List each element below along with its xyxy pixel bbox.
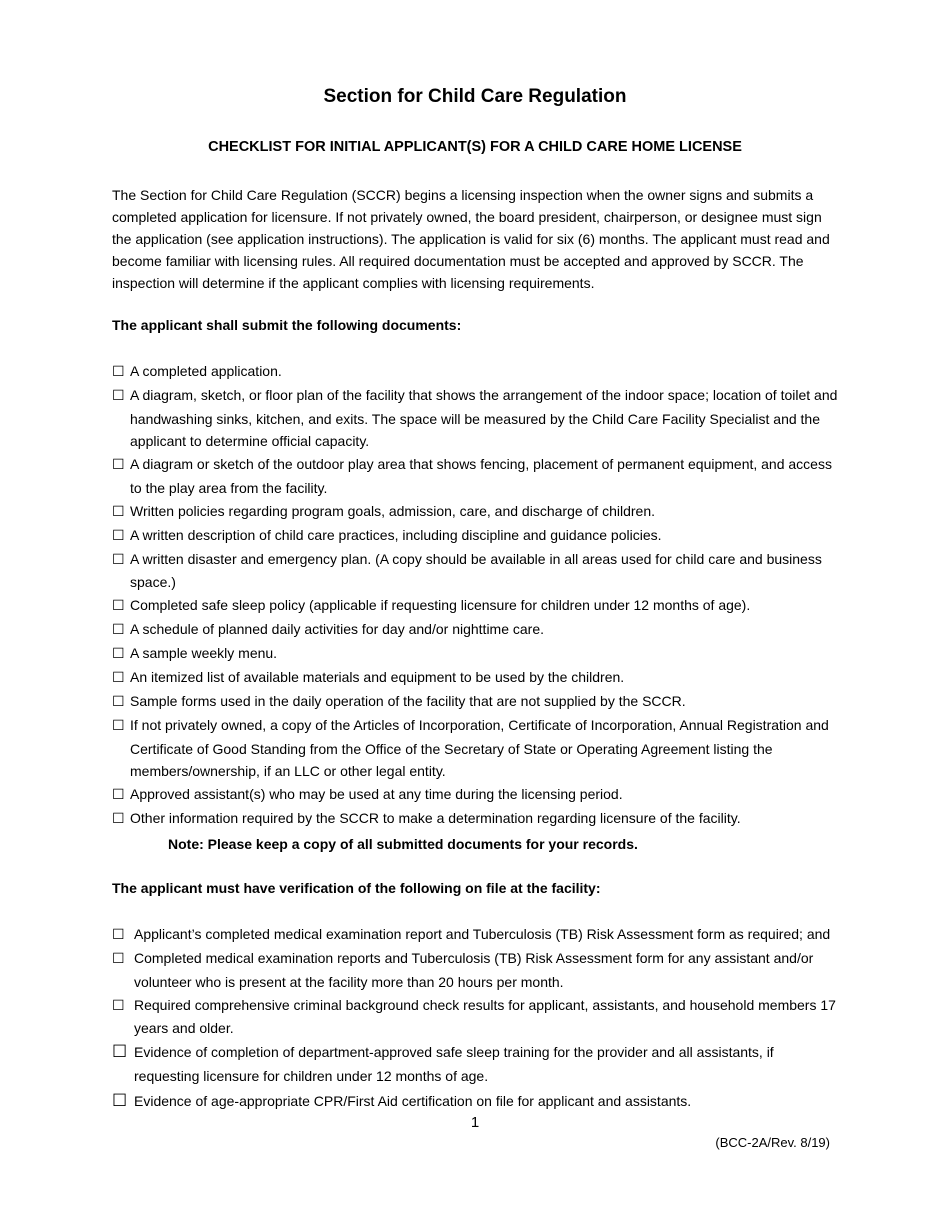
checklist-item: [112, 548, 842, 594]
checklist-item-text: An itemized list of available materials and equipment to be used by the children.: [130, 669, 625, 685]
checklist-item: [112, 994, 842, 1040]
checklist-item: [112, 783, 842, 807]
checklist-item-text: Approved assistant(s) who may be used at any time during the licensing period.: [130, 786, 623, 802]
checkbox-icon[interactable]: ☐: [112, 503, 125, 520]
checklist-item-text: If not privately owned, a copy of the Articles of Incorporation, Certificate of Incorporation, Annual Registration and Certificate of Good Standing from the Office of the Secretary of State or Operating Agreement listing the members/ownership, if an LLC or other legal entity.: [130, 717, 829, 779]
checkbox-icon[interactable]: ☐: [112, 718, 125, 734]
checkbox-icon[interactable]: ☐: [112, 694, 125, 710]
checklist-item-text: A written description of child care practices, including discipline and guidance policies.: [130, 526, 662, 543]
checklist-item: [112, 923, 842, 947]
checklist-item-text: Other information required by the SCCR to make a determination regarding licensure of the facility.: [130, 810, 741, 826]
checklist-item-text: A sample weekly menu.: [130, 645, 278, 661]
checklist-item-text: A diagram or sketch of the outdoor play area that shows fencing, placement of permanent equipment, and access to the play area from the facility.: [130, 456, 832, 496]
checkbox-icon[interactable]: ☐: [112, 787, 125, 803]
checklist-item-text: A schedule of planned daily activities for day and/or nighttime care.: [130, 621, 545, 637]
checkbox-icon[interactable]: ☐: [112, 388, 125, 404]
checkbox-icon[interactable]: ☐: [112, 598, 125, 614]
checkbox-icon[interactable]: ☐: [112, 622, 125, 638]
checkbox-icon[interactable]: ☐: [112, 457, 125, 473]
checklist-item: [112, 690, 842, 714]
checklist-item: [112, 618, 842, 642]
submit-documents-checklist: [112, 360, 842, 831]
checklist-subtitle: CHECKLIST FOR INITIAL APPLICANT(S) FOR A CHILD CARE HOME LICENSE: [208, 139, 742, 155]
records-note: Note: Please keep a copy of all submitted documents for your records.: [168, 836, 638, 852]
checklist-item-text: A diagram, sketch, or floor plan of the facility that shows the arrangement of the indoor space; location of toilet and handwashing sinks, kitchen, and exits. The space will be measured by the Child Care Facility Specialist and the applicant to determine official capacity.: [130, 387, 838, 449]
checkbox-icon[interactable]: ☐: [112, 811, 125, 827]
checklist-item: [112, 500, 842, 524]
checkbox-icon[interactable]: ☐: [112, 551, 125, 568]
checklist-item-text: Evidence of completion of department-approved safe sleep training for the provider and all assistants, if requesting licensure for children under 12 months of age.: [134, 1044, 774, 1084]
checklist-item-text: Applicant’s completed medical examination report and Tuberculosis (TB) Risk Assessment form as required; and: [134, 926, 831, 942]
checklist-item-text: Completed safe sleep policy (applicable if requesting licensure for children under 12 months of age).: [130, 597, 751, 613]
checklist-item: [112, 1040, 842, 1088]
checklist-item-text: Required comprehensive criminal background check results for applicant, assistants, and household members 17 years and older.: [134, 996, 836, 1036]
checklist-item: [112, 524, 842, 548]
checklist-item-text: A written disaster and emergency plan. (A copy should be available in all areas used for child care and business space.): [130, 550, 822, 590]
checkbox-icon[interactable]: ☐: [112, 364, 125, 380]
checkbox-icon[interactable]: ☐: [112, 1091, 128, 1111]
verification-heading: The applicant must have verification of the following on file at the facility:: [112, 880, 601, 896]
checklist-item: [112, 384, 842, 453]
checkbox-icon[interactable]: ☐: [112, 997, 125, 1014]
checklist-item-text: Written policies regarding program goals, admission, care, and discharge of children.: [130, 502, 656, 519]
checkbox-icon[interactable]: ☐: [112, 527, 125, 544]
checklist-item: [112, 714, 842, 783]
checklist-item: [112, 642, 842, 666]
verification-checklist: [112, 923, 842, 1114]
checkbox-icon[interactable]: ☐: [112, 646, 125, 662]
checklist-item: [112, 807, 842, 831]
checklist-item-text: Completed medical examination reports and Tuberculosis (TB) Risk Assessment form for any assistant and/or volunteer who is present at the facility more than 20 hours per month.: [134, 950, 814, 990]
submit-documents-heading: The applicant shall submit the following documents:: [112, 317, 462, 333]
checkbox-icon[interactable]: ☐: [112, 670, 125, 686]
intro-paragraph: The Section for Child Care Regulation (SCCR) begins a licensing inspection when the owner signs and submits a completed application for licensure. If not privately owned, the board president, chairperson, or designee must sign the application (see application instructions). The application is valid for six (6) months. The applicant must read and become familiar with licensing rules. All required documentation must be accepted and approved by SCCR. The inspection will determine if the applicant complies with licensing requirements.: [112, 187, 830, 291]
checklist-item-text: A completed application.: [130, 363, 282, 379]
checklist-item: [112, 453, 842, 499]
checklist-item-text: Evidence of age-appropriate CPR/First Aid certification on file for applicant and assistants.: [134, 1093, 692, 1109]
checkbox-icon[interactable]: ☐: [112, 1042, 128, 1062]
page-number: 1: [470, 1114, 480, 1131]
checklist-item: [112, 1089, 842, 1113]
checkbox-icon[interactable]: ☐: [112, 951, 125, 967]
checklist-item: [112, 360, 842, 384]
document-page: [112, 0, 842, 1230]
checkbox-icon[interactable]: ☐: [112, 927, 125, 943]
checklist-item: [112, 666, 842, 690]
document-title: Section for Child Care Regulation: [323, 86, 627, 107]
checklist-item: [112, 947, 842, 993]
checklist-item-text: Sample forms used in the daily operation of the facility that are not supplied by the SCCR.: [130, 693, 686, 709]
form-revision-code: (BCC-2A/Rev. 8/19): [715, 1135, 830, 1150]
checklist-item: [112, 594, 842, 618]
